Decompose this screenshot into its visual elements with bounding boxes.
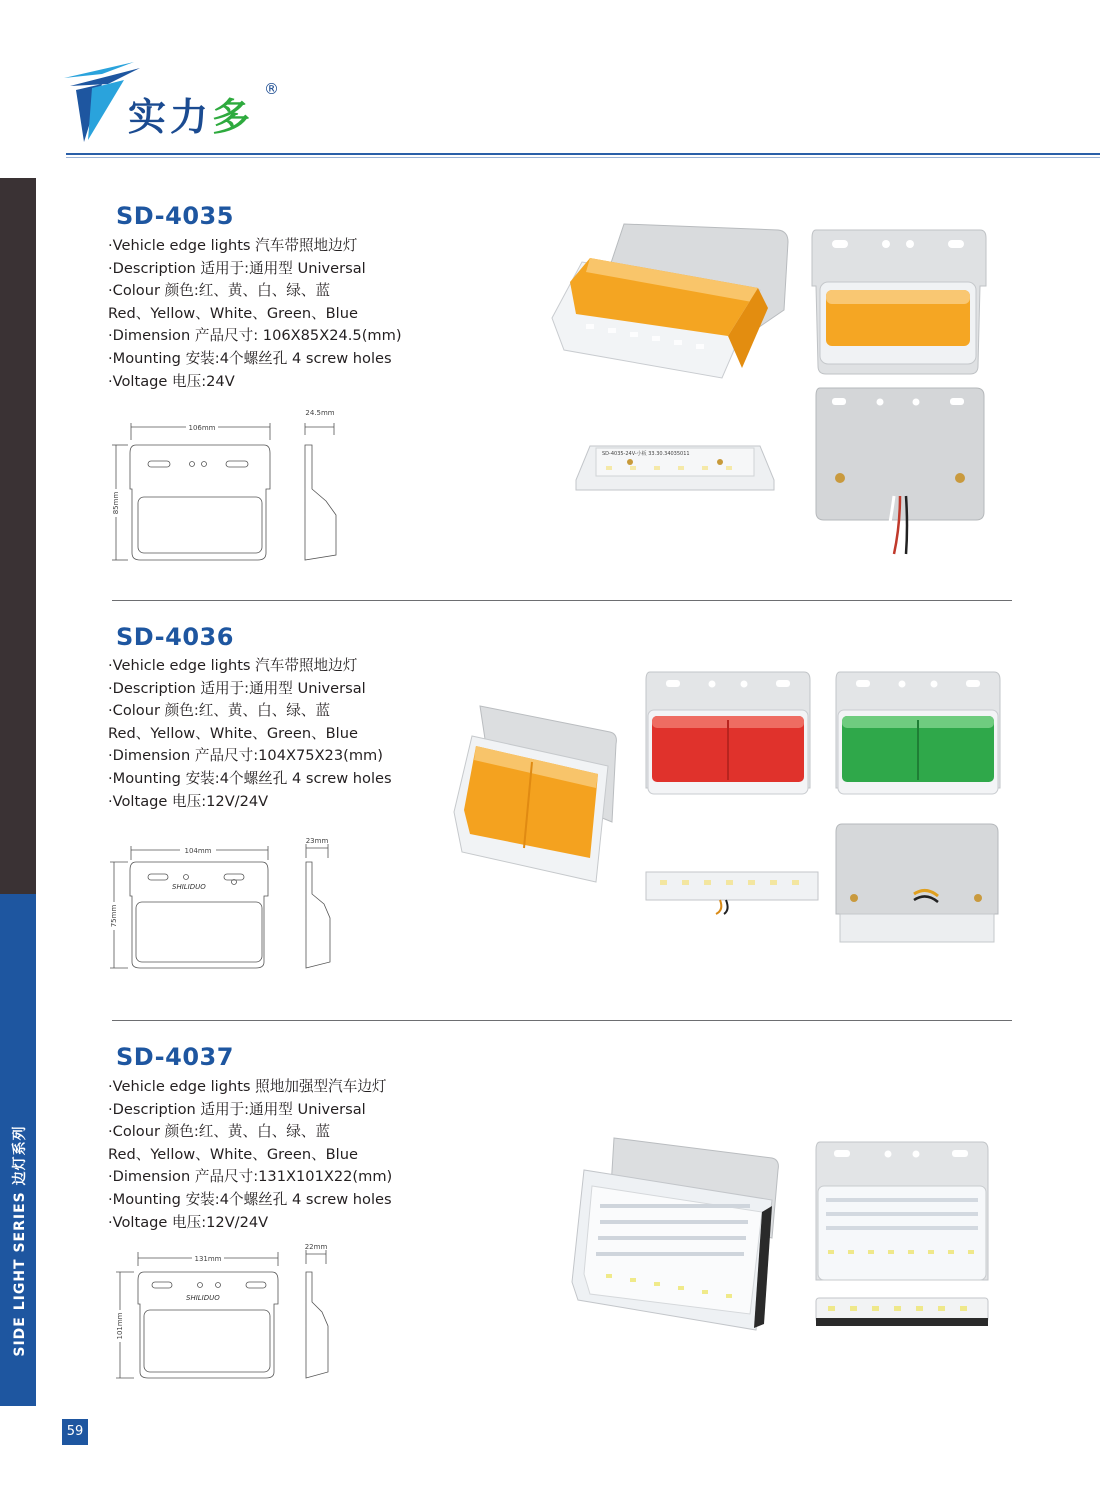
product-title-sd4037: SD-4037 <box>116 1043 234 1071</box>
side-series-label: SIDE LIGHT SERIES 边灯系列 <box>12 1125 28 1357</box>
dim-height: 75mm <box>110 904 118 928</box>
page-number: 59 <box>62 1419 88 1445</box>
spec-line: ·Dimension 产品尺寸:131X101X22(mm) <box>108 1168 393 1186</box>
brand-name: 实力多 <box>128 95 255 139</box>
product-photo-sd4035-pcb <box>572 440 778 496</box>
spec-line: ·Mounting 安装:4个螺丝孔 4 screw holes <box>108 1190 392 1208</box>
spec-line: ·Vehicle edge lights 汽车带照地边灯 <box>108 237 358 254</box>
spec-line: Red、Yellow、White、Green、Blue <box>108 304 358 322</box>
spec-line: Red、Yellow、White、Green、Blue <box>108 724 358 742</box>
header-rule <box>66 153 1100 155</box>
dim-width: 131mm <box>194 1255 222 1263</box>
drawing-brand-mark: SHILIDUO <box>186 1294 220 1302</box>
side-bar-dark <box>0 178 36 894</box>
dim-depth: 23mm <box>305 837 329 845</box>
dim-height: 101mm <box>116 1312 124 1340</box>
product-photo-sd4037-front <box>812 1140 992 1286</box>
product-photo-sd4035-back <box>812 386 988 556</box>
product-photo-sd4037-angle <box>566 1134 782 1334</box>
spec-line: ·Mounting 安装:4个螺丝孔 4 screw holes <box>108 349 392 367</box>
spec-list-sd4037 <box>108 1076 392 1234</box>
product-photo-sd4035-angle <box>546 218 794 390</box>
spec-line: ·Vehicle edge lights 汽车带照地边灯 <box>108 657 358 674</box>
product-photo-sd4036-pcb <box>642 866 822 916</box>
dim-depth: 24.5mm <box>305 409 335 417</box>
spec-line: ·Voltage 电压:12V/24V <box>108 1213 269 1231</box>
spec-line: ·Voltage 电压:24V <box>108 372 235 390</box>
spec-line: ·Vehicle edge lights 照地加强型汽车边灯 <box>108 1078 387 1095</box>
dim-height: 85mm <box>112 491 120 515</box>
spec-line: Red、Yellow、White、Green、Blue <box>108 1145 358 1163</box>
dim-width: 104mm <box>184 847 212 855</box>
dimension-drawing-sd4037 <box>100 1240 350 1380</box>
spec-line: ·Colour 颜色:红、黄、白、绿、蓝 <box>108 1123 331 1141</box>
product-photo-sd4037-pcb <box>814 1296 990 1330</box>
registered-mark: ® <box>264 80 279 98</box>
spec-line: ·Mounting 安装:4个螺丝孔 4 screw holes <box>108 769 392 787</box>
pcb-label: SD-4035-24V-小板 33.30.34035011 <box>602 451 690 457</box>
spec-line: ·Description 适用于:通用型 Universal <box>108 259 366 277</box>
dim-depth: 22mm <box>304 1243 328 1251</box>
product-photo-sd4035-front <box>810 226 988 376</box>
section-divider <box>112 1020 1012 1021</box>
spec-list-sd4035 <box>108 235 402 393</box>
spec-line: ·Colour 颜色:红、黄、白、绿、蓝 <box>108 282 331 300</box>
product-title-sd4036: SD-4036 <box>116 623 234 651</box>
spec-list-sd4036 <box>108 655 392 813</box>
dim-width: 106mm <box>188 424 216 432</box>
product-title-sd4035: SD-4035 <box>116 202 234 230</box>
spec-line: ·Description 适用于:通用型 Universal <box>108 1100 366 1118</box>
product-photo-sd4036-back <box>834 822 1000 946</box>
header-rule-thin <box>66 157 1100 158</box>
spec-line: ·Description 适用于:通用型 Universal <box>108 679 366 697</box>
drawing-brand-mark: SHILIDUO <box>172 883 206 891</box>
spec-line: ·Dimension 产品尺寸: 106X85X24.5(mm) <box>108 327 402 345</box>
spec-line: ·Dimension 产品尺寸:104X75X23(mm) <box>108 747 383 765</box>
dimension-drawing-sd4035 <box>100 405 350 565</box>
product-photo-sd4036-green <box>832 668 1004 798</box>
section-divider <box>112 600 1012 601</box>
spec-line: ·Colour 颜色:红、黄、白、绿、蓝 <box>108 702 331 720</box>
product-photo-sd4036-red <box>642 668 814 798</box>
product-photo-sd4036-angle <box>450 702 622 886</box>
dimension-drawing-sd4036 <box>100 834 350 974</box>
spec-line: ·Voltage 电压:12V/24V <box>108 792 269 810</box>
